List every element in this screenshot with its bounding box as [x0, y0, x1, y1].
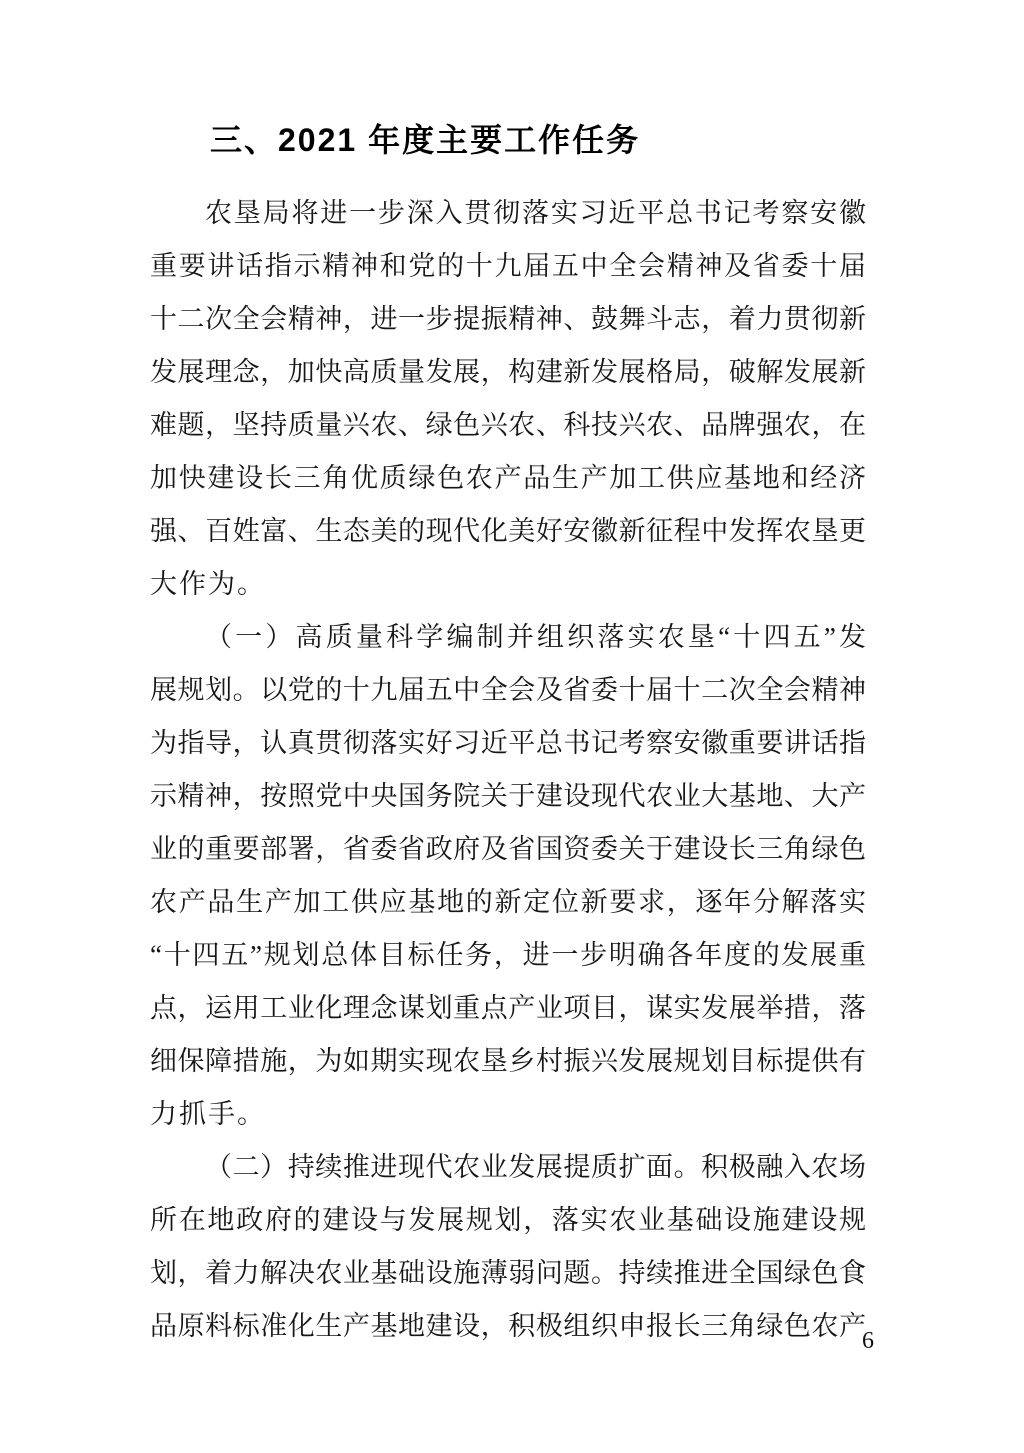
text-column [150, 117, 866, 1353]
page-number: 6 [862, 1328, 874, 1354]
paragraph-1-line-7: 强、百姓富、生态美的现代化美好安徽新征程中发挥农垦更 [150, 516, 866, 546]
paragraph-2-line-8: 点，运用工业化理念谋划重点产业项目，谋实发展举措，落 [150, 993, 866, 1023]
paragraph-2-line-2: 展规划。以党的十九届五中全会及省委十届十二次全会精神 [150, 675, 866, 705]
document-body [150, 187, 866, 1353]
paragraph-2-line-9: 细保障措施，为如期实现农垦乡村振兴发展规划目标提供有 [150, 1046, 866, 1076]
paragraph-1-line-4: 发展理念，加快高质量发展，构建新发展格局，破解发展新 [150, 357, 866, 387]
paragraph-2-line-3: 为指导，认真贯彻落实好习近平总书记考察安徽重要讲话指 [150, 728, 866, 758]
paragraph-3-line-4: 品原料标准化生产基地建设，积极组织申报长三角绿色农产 [150, 1311, 866, 1341]
paragraph-1-line-3: 十二次全会精神，进一步提振精神、鼓舞斗志，着力贯彻新 [150, 304, 866, 334]
paragraph-2-line-6: 农产品生产加工供应基地的新定位新要求，逐年分解落实 [150, 887, 866, 917]
paragraph-2-line-7: “十四五”规划总体目标任务，进一步明确各年度的发展重 [150, 940, 866, 970]
paragraph-1-line-1: 农垦局将进一步深入贯彻落实习近平总书记考察安徽 [205, 198, 866, 228]
section-heading: 三、2021 年度主要工作任务 [210, 122, 641, 158]
paragraph-3-line-3: 划，着力解决农业基础设施薄弱问题。持续推进全国绿色食 [150, 1258, 866, 1288]
paragraph-2-line-10: 力抓手。 [150, 1099, 266, 1129]
paragraph-2-line-1: （一）高质量科学编制并组织落实农垦“十四五”发 [205, 622, 866, 652]
paragraph-3-line-2: 所在地政府的建设与发展规划，落实农业基础设施建设规 [150, 1205, 866, 1235]
paragraph-1-line-5: 难题，坚持质量兴农、绿色兴农、科技兴农、品牌强农，在 [150, 410, 866, 440]
paragraph-1-line-8: 大作为。 [150, 569, 266, 599]
paragraph-1-line-6: 加快建设长三角优质绿色农产品生产加工供应基地和经济 [150, 463, 866, 493]
paragraph-3-line-1: （二）持续推进现代农业发展提质扩面。积极融入农场 [205, 1152, 866, 1182]
paragraph-1-line-2: 重要讲话指示精神和党的十九届五中全会精神及省委十届 [150, 251, 866, 281]
paragraph-2-line-4: 示精神，按照党中央国务院关于建设现代农业大基地、大产 [150, 781, 866, 811]
paragraph-2-line-5: 业的重要部署，省委省政府及省国资委关于建设长三角绿色 [150, 834, 866, 864]
